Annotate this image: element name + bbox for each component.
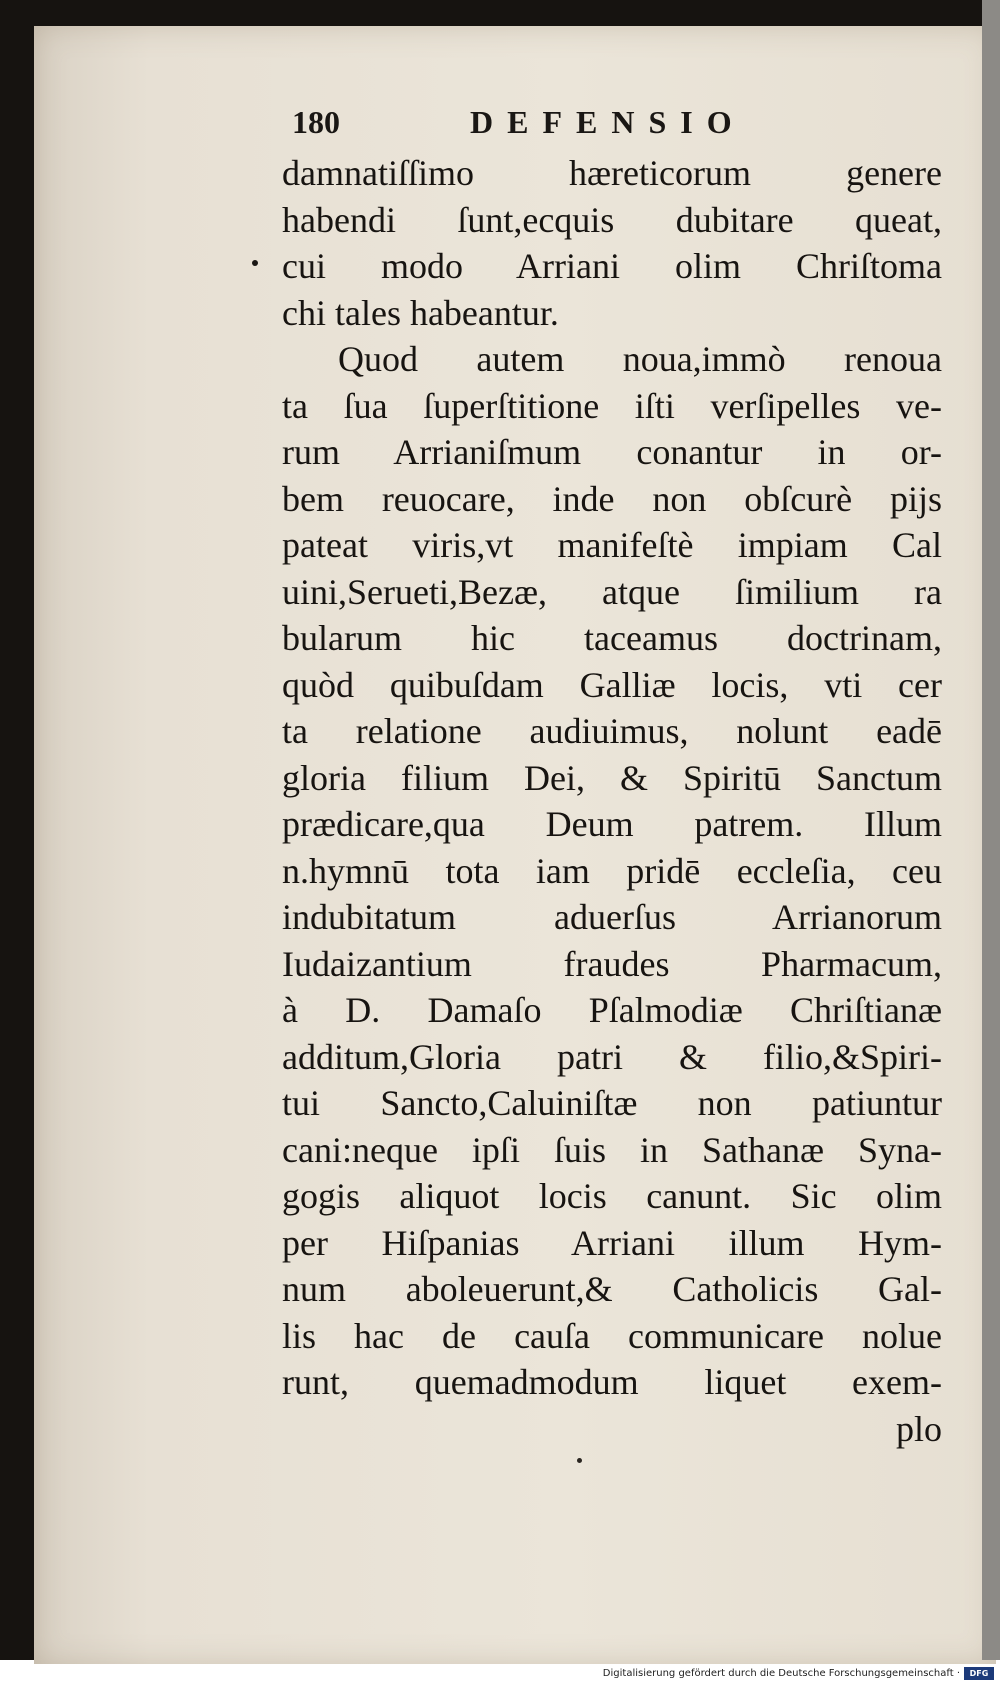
text-line: rum Arrianiſmum conantur in or-: [282, 432, 942, 472]
text-line: cani:neque ipſi ſuis in Sathanæ Syna-: [282, 1129, 942, 1170]
running-title: DEFENSIO: [470, 104, 746, 140]
text-line: gogis aliquot locis canunt. Sic olim: [282, 1176, 942, 1216]
text-line: n.hymnū tota iam pridē eccleſia, ceu: [282, 850, 942, 891]
text-line: chi tales habeantur.: [282, 292, 559, 333]
text-line: habendi ſunt,ecquis dubitare queat,: [282, 199, 942, 240]
text-line: Quod autem noua,immò renoua: [338, 339, 942, 379]
text-line: prædicare,qua Deum patrem. Illum: [282, 804, 942, 844]
text-line: additum,Gloria patri & filio,&Spiri-: [282, 1036, 942, 1077]
text-line: num aboleuerunt,& Catholicis Gal-: [282, 1269, 942, 1309]
text-line: cui modo Arriani olim Chriſtoma: [282, 246, 942, 286]
margin-mark: [252, 260, 258, 266]
text-line: lis hac de cauſa communicare nolue: [282, 1315, 942, 1356]
text-line: pateat viris,vt manifeſtè impiam Cal: [282, 525, 942, 565]
text-line: runt, quemadmodum liquet exem-: [282, 1362, 942, 1402]
text-line: ta relatione audiuimus, nolunt eadē: [282, 711, 942, 751]
scan-edge: [982, 0, 1000, 1660]
text-line: uini,Serueti,Bezæ, atque ſimilium ra: [282, 571, 942, 612]
text-line: quòd quibuſdam Galliæ locis, vti cer: [282, 664, 942, 705]
running-head: [292, 104, 942, 152]
catchword: plo: [895, 1408, 942, 1449]
text-line: gloria filium Dei, & Spiritū Sanctum: [282, 757, 942, 798]
funding-credit: Digitalisierung gefördert durch die Deutsche Forschungsgemeinschaft ·: [602, 1668, 960, 1679]
page-number: 180: [292, 104, 340, 140]
text-line: ta ſua ſuperſtitione iſti verſipelles ve-: [282, 385, 942, 426]
text-line: per Hiſpanias Arriani illum Hym-: [282, 1222, 942, 1263]
footer-bar: [0, 1664, 1000, 1689]
text-line: Iudaizantium fraudes Pharmacum,: [282, 943, 942, 984]
dfg-logo: DFG: [964, 1667, 994, 1680]
text-line: damnatiſſimo hæreticorum genere: [282, 153, 942, 193]
body-text: [282, 150, 942, 1452]
text-line: bularum hic taceamus doctrinam,: [282, 618, 942, 658]
text-line: tui Sancto,Caluiniſtæ non patiuntur: [282, 1083, 942, 1123]
page-speck: [577, 1458, 582, 1463]
text-line: bem reuocare, inde non obſcurè pijs: [282, 478, 942, 519]
text-line: à D. Damaſo Pſalmodiæ Chriſtianæ: [282, 990, 942, 1030]
text-line: indubitatum aduerſus Arrianorum: [282, 897, 942, 937]
